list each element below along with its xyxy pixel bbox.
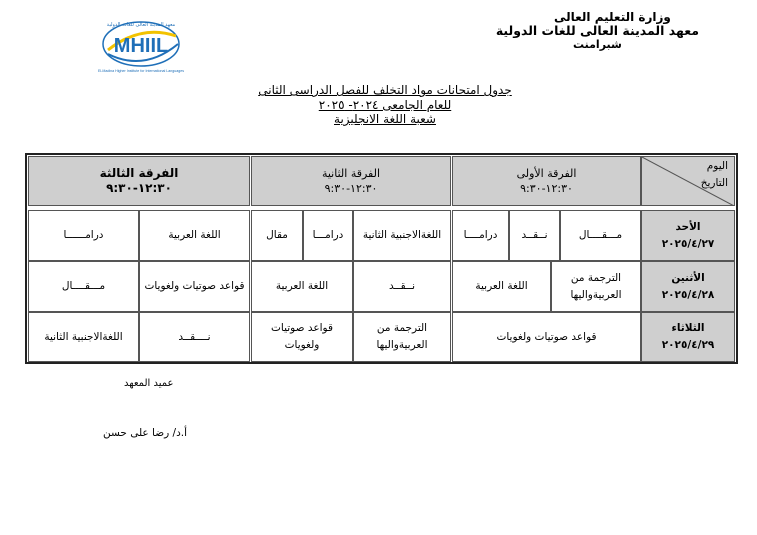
group-time: ١٢:٣٠-٩:٣٠ bbox=[324, 182, 378, 195]
exam-cell bbox=[139, 261, 250, 312]
dean-title: عميد المعهد bbox=[124, 378, 174, 389]
group-time: ١٢:٣٠-٩:٣٠ bbox=[106, 181, 172, 195]
day-name: الثلاثاء bbox=[671, 322, 705, 334]
day-cell-tuesday bbox=[641, 312, 735, 362]
group-header-1 bbox=[452, 156, 641, 206]
document-title bbox=[230, 83, 540, 127]
exam-cell bbox=[551, 261, 641, 312]
exam-subject: درامــــــا bbox=[63, 229, 104, 241]
exam-subject: الترجمة من العربيةواليها bbox=[570, 271, 622, 301]
exam-cell bbox=[251, 261, 353, 312]
dean-name: أ.د/ رضا على حسن bbox=[103, 427, 188, 439]
exam-cell bbox=[452, 261, 551, 312]
logo-arabic-text: معهد المدينة العالى للغات الدولية bbox=[106, 22, 176, 28]
corner-day-label: اليوم bbox=[706, 160, 728, 172]
exam-subject: الترجمة من العربيةواليها bbox=[376, 322, 428, 351]
institute-name: معهد المدينة العالى للغات الدولية bbox=[495, 23, 699, 38]
day-date: ٢٠٢٥/٤/٢٨ bbox=[661, 288, 715, 301]
exam-cell bbox=[28, 210, 139, 261]
institute-logo bbox=[86, 14, 196, 76]
day-name: الأحد bbox=[675, 220, 701, 233]
group-header-3 bbox=[28, 156, 250, 206]
logo-english-text: El-Madina Higher Institute for International Languages bbox=[97, 69, 185, 73]
group-name: الفرقة الثالثة bbox=[99, 166, 179, 180]
day-date: ٢٠٢٥/٤/٢٧ bbox=[661, 237, 715, 250]
group-time: ١٢:٣٠-٩:٣٠ bbox=[520, 182, 573, 195]
exam-cell bbox=[28, 312, 139, 362]
exam-cell bbox=[353, 312, 451, 362]
exam-subject: مقال bbox=[266, 229, 288, 241]
logo-text: MHIIL bbox=[113, 35, 169, 57]
group-name: الفرقة الثانية bbox=[321, 167, 381, 180]
day-name: الأثنين bbox=[671, 271, 705, 284]
corner-date-label: التاريخ bbox=[700, 177, 728, 189]
table-corner-cell bbox=[641, 156, 735, 206]
ministry-name: وزارة التعليم العالى bbox=[553, 10, 671, 24]
exam-cell bbox=[28, 261, 139, 312]
title-line-1: جدول امتحانات مواد التخلف للفصل الدراسى الثانى bbox=[258, 83, 512, 97]
exam-subject: مـــقــــال bbox=[578, 229, 623, 241]
title-line-2: للعام الجامعى ٢٠٢٤- ٢٠٢٥ bbox=[318, 97, 452, 112]
exam-cell bbox=[139, 210, 250, 261]
exam-cell bbox=[353, 210, 451, 261]
exam-cell bbox=[509, 210, 560, 261]
exam-cell bbox=[452, 210, 509, 261]
day-date: ٢٠٢٥/٤/٢٩ bbox=[661, 339, 715, 351]
exam-subject: درامــــا bbox=[463, 229, 498, 241]
exam-subject: قواعد صوتيات ولغويات bbox=[271, 322, 333, 351]
exam-cell bbox=[560, 210, 641, 261]
day-cell-monday bbox=[641, 261, 735, 312]
exam-subject: اللغةالاجنبية الثانية bbox=[44, 330, 123, 343]
institution-header bbox=[496, 10, 699, 52]
exam-cell bbox=[353, 261, 451, 312]
exam-subject: اللغة العربية bbox=[168, 229, 221, 241]
exam-subject: اللغةالاجنبية الثانية bbox=[362, 229, 442, 241]
group-name: الفرقة الأولى bbox=[516, 167, 577, 180]
exam-cell bbox=[303, 210, 353, 261]
exam-subject: درامـــا bbox=[312, 229, 344, 241]
exam-subject: اللغة العربية bbox=[275, 280, 329, 292]
exam-subject: قواعد صوتيات ولغويات bbox=[496, 330, 597, 343]
exam-subject: نــقــد bbox=[388, 280, 416, 292]
exam-cell bbox=[251, 210, 303, 261]
group-header-2 bbox=[251, 156, 451, 206]
exam-subject: اللغة العربية bbox=[475, 280, 528, 292]
header-gap bbox=[27, 206, 736, 210]
exam-subject: نــــقــد bbox=[178, 330, 211, 343]
exam-cell bbox=[139, 312, 250, 362]
exam-cell bbox=[251, 312, 353, 362]
logo-graphic bbox=[86, 14, 196, 76]
exam-subject: نــقــد bbox=[521, 229, 548, 241]
exam-cell bbox=[452, 312, 641, 362]
exam-subject: مـــقــــال bbox=[61, 280, 106, 292]
exam-schedule-table bbox=[25, 153, 738, 364]
day-cell-sunday bbox=[641, 210, 735, 261]
exam-subject: قواعد صوتيات ولغويات bbox=[144, 280, 245, 292]
institute-city: شبرامنت bbox=[572, 38, 622, 51]
title-line-3: شعبة اللغة الانجليزية bbox=[334, 112, 436, 126]
